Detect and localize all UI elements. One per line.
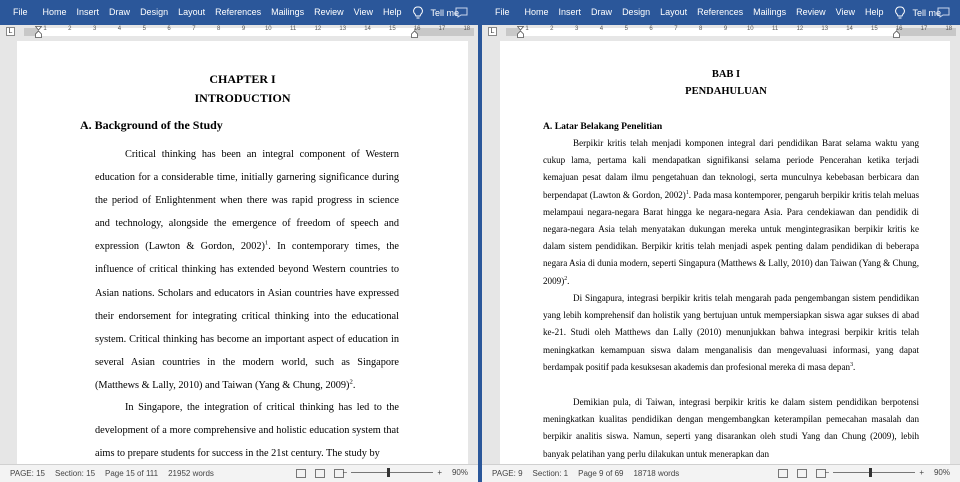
tab-layout[interactable]: Layout (660, 7, 688, 17)
ruler-number: 8 (699, 26, 703, 32)
ruler-number: 12 (796, 26, 804, 32)
ruler-number: 7 (674, 26, 678, 32)
status-section[interactable]: Section: 15 (54, 469, 96, 478)
tab-mailings[interactable]: Mailings (753, 7, 787, 17)
vertical-ruler (0, 39, 14, 464)
right-indent-marker-icon[interactable] (411, 26, 418, 38)
lightbulb-icon (413, 6, 423, 20)
tab-home[interactable]: Home (42, 7, 67, 17)
paragraph-text: Critical thinking has been an integral component of Western education for a considerable time, initially garnering significance during the period of Enlightenment when there was rapid progress in science and technology, alongside the emergence of freedom of speech and expression (Lawton & Gordon, 2002) (95, 149, 399, 253)
status-page-count[interactable]: Page 9 of 69 (578, 469, 624, 478)
ruler-number: 15 (871, 26, 878, 32)
chapter-number: BAB I (711, 69, 741, 80)
ruler-number: 5 (142, 26, 146, 32)
footnote-ref[interactable]: 1 (685, 189, 689, 196)
ruler-numbers (522, 26, 954, 38)
status-bar (482, 464, 960, 482)
ruler-number: 10 (264, 26, 272, 32)
tab-file[interactable]: File (13, 7, 28, 17)
ruler-number: 2 (68, 26, 72, 32)
status-bar (0, 464, 478, 482)
tab-selector-icon[interactable]: L (488, 27, 497, 36)
tab-design[interactable]: Design (622, 7, 651, 17)
status-page[interactable]: PAGE: 9 (492, 469, 523, 478)
ruler-number: 13 (339, 26, 347, 32)
ruler-numbers (40, 26, 472, 38)
tab-design[interactable]: Design (140, 7, 169, 17)
view-buttons (778, 469, 826, 478)
zoom-slider-knob[interactable] (387, 468, 390, 477)
ruler-number: 14 (846, 26, 853, 32)
right-indent-marker-icon[interactable] (893, 26, 900, 38)
ruler-number: 8 (217, 26, 221, 32)
lightbulb-icon (895, 6, 905, 20)
document-page[interactable] (500, 41, 952, 464)
ruler-number: 17 (438, 26, 446, 32)
paragraph-text: . Pada masa kontemporer, pengaruh berpikir kritis telah meluas melampaui negara-negara Barat hingga ke negara-negara Asia. Para cendekiawan dan pendidik di negara-negara Asia telah menyatakan dukungan mereka untuk mengintegrasikan berpikir kritis ke dalam sistem pendidikan. Berpikir kritis telah menjadi aspek penting dalam pendidikan di beberapa negara Asia di dunia modern, seperti Singapura (Matthews & Lally, 2010) dan Taiwan (Yang & Chung, 2009) (543, 189, 920, 286)
right-word-window (482, 0, 960, 482)
paragraph-1 (543, 135, 919, 290)
paragraph-3: Demikian pula, di Taiwan, integrasi berpikir kritis ke dalam sistem pendidikan berpotensi meningkatkan kualitas pendidikan dengan mengembangkan keterampilan pemecahan masalah dan berpikir analitis siswa. Namun, seperti yang disarankan oleh studi Yang dan Chung (2009), lebih banyak pelatihan yang perlu dilakukan untuk menerapkan dan (543, 397, 919, 459)
zoom-level[interactable]: 90% (451, 468, 468, 477)
paragraph-text: . In contemporary times, the influence of critical thinking has extended beyond Western countries to Asian nations. Scholars and educators in Asian countries have expressed their endorsement for integrating critical thinking into the educational system. Critical thinking has become an important aspect of education in several Asian countries in the modern world, such as Singapore (Matthews & Lally, 2010) and Taiwan (Yang & Chung, 2009) (95, 241, 399, 391)
vertical-scrollbar[interactable] (950, 39, 960, 464)
document-body (500, 66, 952, 100)
horizontal-ruler[interactable] (482, 25, 960, 39)
ruler-number: 17 (920, 26, 928, 32)
zoom-control (825, 468, 950, 477)
ruler-number: 4 (599, 26, 604, 32)
paragraph-1 (95, 143, 399, 397)
tab-home[interactable]: Home (524, 7, 549, 17)
zoom-slider[interactable] (351, 472, 433, 473)
status-section[interactable]: Section: 1 (532, 469, 569, 478)
ruler-number: 18 (945, 26, 953, 32)
paragraph-text: Di Singapura, integrasi berpikir kritis telah mengarah pada pengembangan sistem pendidikan yang lebih komprehensif dan holistik yang bertujuan untuk mempersiapkan siswa agar sukses di abad ke-21. Studi oleh Matthews dan Lally (2010) menunjukkan bahwa integrasi berpikir kritis telah meningkatkan kemampuan siswa dalam menganalisis dan mengevaluasi informasi, yang dapat berdampak positif pada kesuksesan akademis dan profesional mereka di masa depan (543, 293, 919, 372)
footnote-ref[interactable]: 2 (349, 378, 353, 386)
tab-draw[interactable]: Draw (109, 7, 131, 17)
tab-insert[interactable]: Insert (558, 7, 582, 17)
zoom-out-icon[interactable]: − (824, 468, 830, 477)
paragraph-text: . (567, 275, 570, 286)
ruler-number: 7 (192, 26, 196, 32)
status-word-count[interactable]: 21952 words (168, 469, 214, 478)
chapter-title: INTRODUCTION (194, 91, 291, 105)
section-heading: A. Latar Belakang Penelitian (543, 121, 663, 132)
ruler-number: 6 (649, 26, 653, 32)
ruler-number: 1 (525, 26, 529, 32)
ruler-number: 2 (550, 26, 554, 32)
ruler-number: 5 (624, 26, 628, 32)
zoom-slider-knob[interactable] (869, 468, 872, 477)
ribbon-tab-bar (482, 0, 960, 25)
tell-me-search[interactable] (413, 6, 460, 20)
paragraph-2 (543, 290, 919, 376)
ruler-number: 16 (413, 26, 421, 32)
footnote-ref[interactable]: 3 (850, 361, 854, 368)
paragraph-2: In Singapore, the integration of critical thinking has led to the development of a more comprehensive and holistic education system that aims to prepare students for success in the 21st century. The study by (95, 402, 399, 460)
ruler-number: 10 (746, 26, 754, 32)
ruler-number: 11 (290, 26, 297, 32)
footnote-ref[interactable]: 1 (264, 239, 269, 247)
status-word-count[interactable]: 18718 words (633, 469, 680, 478)
ribbon-tab-bar (0, 0, 478, 25)
ruler-number: 14 (364, 26, 371, 32)
tab-view[interactable]: View (353, 7, 374, 17)
ruler-number: 15 (389, 26, 396, 32)
ruler-number: 9 (723, 26, 728, 32)
zoom-level[interactable]: 90% (933, 468, 950, 477)
horizontal-ruler[interactable] (0, 25, 478, 39)
tab-help[interactable]: Help (383, 7, 402, 17)
tab-draw[interactable]: Draw (591, 7, 613, 17)
tab-references[interactable]: References (697, 7, 744, 17)
comment-icon[interactable] (455, 7, 468, 18)
left-indent-marker-icon[interactable] (35, 26, 42, 38)
zoom-slider[interactable] (833, 472, 915, 473)
ruler-number: 12 (314, 26, 322, 32)
zoom-in-icon[interactable]: + (919, 468, 924, 477)
tab-review[interactable]: Review (314, 7, 344, 17)
comment-icon[interactable] (937, 7, 950, 18)
tab-selector-icon[interactable]: L (6, 27, 15, 36)
ruler-number: 13 (821, 26, 829, 32)
tell-me-search[interactable] (895, 6, 942, 20)
tab-file[interactable]: File (495, 7, 510, 17)
zoom-in-icon[interactable]: + (437, 468, 442, 477)
chapter-title: PENDAHULUAN (685, 86, 767, 97)
tab-view[interactable]: View (835, 7, 856, 17)
print-layout-icon[interactable] (797, 469, 807, 478)
tab-review[interactable]: Review (796, 7, 826, 17)
ruler-number: 16 (895, 26, 903, 32)
tell-me-label: Tell me (430, 7, 460, 18)
tab-insert[interactable]: Insert (76, 7, 100, 17)
tab-layout[interactable]: Layout (178, 7, 206, 17)
left-indent-marker-icon[interactable] (517, 26, 524, 38)
ruler-number: 6 (167, 26, 171, 32)
tab-references[interactable]: References (215, 7, 262, 17)
ruler-number: 4 (117, 26, 122, 32)
ruler-number: 18 (463, 26, 471, 32)
read-mode-icon[interactable] (778, 469, 788, 478)
ruler-number: 1 (43, 26, 47, 32)
paragraph-text: . (352, 379, 356, 391)
footnote-ref[interactable]: 2 (564, 275, 568, 282)
status-page-count[interactable]: Page 15 of 111 (105, 469, 159, 478)
ruler-number: 3 (574, 26, 579, 32)
print-layout-icon[interactable] (315, 469, 325, 478)
vertical-scrollbar[interactable] (468, 39, 478, 464)
chapter-number: CHAPTER I (209, 72, 276, 86)
ruler-number: 3 (92, 26, 97, 32)
paragraph-text: Berpikir kritis telah menjadi komponen integral dari pendidikan Barat selama waktu yang cukup lama, pertama kali mendapatkan signifikansi selama periode Pencerahan ketika terjadi kemajuan pesat dalam ilmu pengetahuan dan teknologi, serta munculnya kebebasan berbicara dan berpendapat (Lawton & Gordon, 2002) (543, 138, 919, 200)
paragraph-text: . (853, 361, 856, 372)
tab-help[interactable]: Help (865, 7, 884, 17)
document-body (17, 70, 468, 108)
document-page[interactable] (17, 41, 468, 464)
ruler-number: 11 (772, 26, 779, 32)
left-word-window (0, 0, 478, 482)
view-buttons (296, 469, 344, 478)
status-page[interactable]: PAGE: 15 (10, 469, 45, 478)
read-mode-icon[interactable] (296, 469, 306, 478)
tab-mailings[interactable]: Mailings (271, 7, 305, 17)
vertical-ruler (482, 39, 496, 464)
zoom-out-icon[interactable]: − (342, 468, 348, 477)
zoom-control (343, 468, 468, 477)
tell-me-label: Tell me (912, 7, 942, 18)
section-heading: A. Background of the Study (80, 118, 223, 132)
ruler-number: 9 (241, 26, 246, 32)
